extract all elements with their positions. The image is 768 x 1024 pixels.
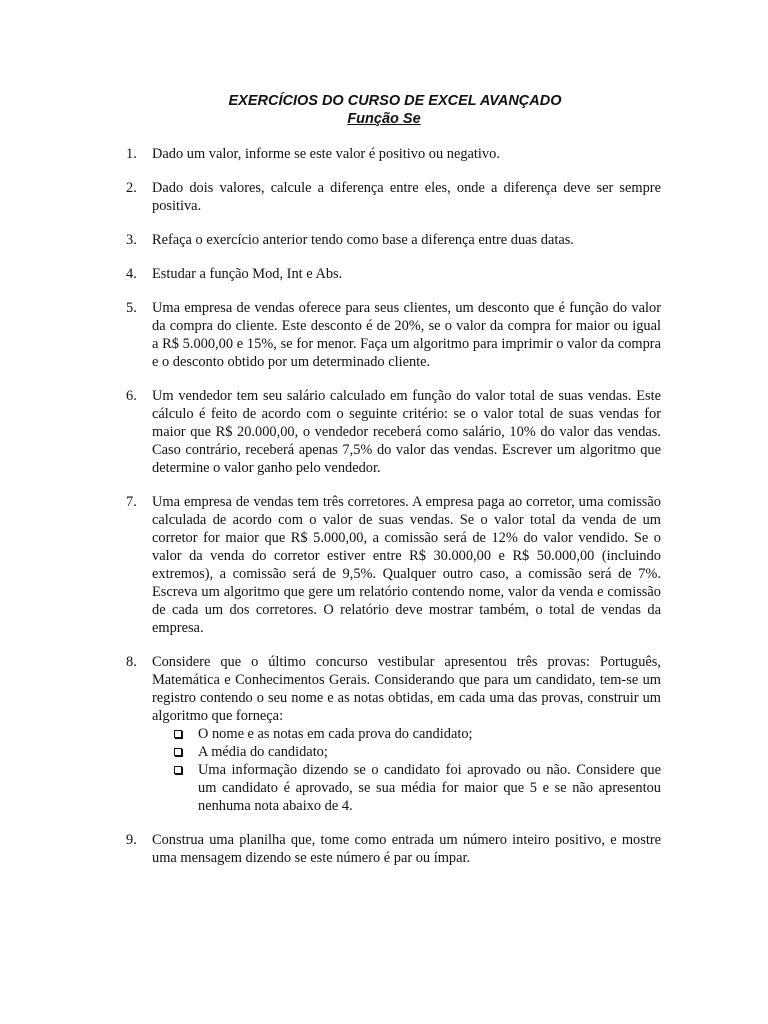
exercise-number: 5. bbox=[126, 300, 137, 316]
exercise-item bbox=[126, 299, 661, 371]
exercise-number: 4. bbox=[126, 266, 137, 282]
bullet-text: Uma informação dizendo se o candidato foi aprovado ou não. Considere que um candidato é aprovado, se sua média for maior que 5 e se não apresentou nenhuma nota abaixo de 4. bbox=[198, 762, 661, 814]
exercise-item bbox=[126, 265, 661, 283]
exercise-text: Dado dois valores, calcule a diferença entre eles, onde a diferença deve ser sempre positiva. bbox=[152, 180, 661, 214]
exercise-number: 6. bbox=[126, 388, 137, 404]
square-bullet-icon bbox=[174, 730, 182, 738]
bullet-item bbox=[174, 725, 661, 743]
exercise-item bbox=[126, 831, 661, 867]
exercise-text: Estudar a função Mod, Int e Abs. bbox=[152, 266, 343, 282]
exercise-number: 8. bbox=[126, 654, 137, 670]
exercise-number: 9. bbox=[126, 832, 137, 848]
exercise-text: Dado um valor, informe se este valor é positivo ou negativo. bbox=[152, 146, 500, 162]
exercise-number: 3. bbox=[126, 232, 137, 248]
exercise-text: Uma empresa de vendas tem três corretores. A empresa paga ao corretor, uma comissão calculada de acordo com o valor de suas vendas. Se o valor total da venda de um corretor for maior que R$ 5.000,00, a comissão será de 12% do valor vendido. Se o valor da venda do corretor estiver entre R$ 30.000,00 e R$ 50.000,00 (incluindo extremos), a comissão será de 9,5%. Qualquer outro caso, a comissão será de 7%. Escreva um algoritmo que gere um relatório contendo nome, valor da venda e comissão de cada um dos corretores. O relatório deve mostrar também, o total de vendas da empresa. bbox=[152, 494, 661, 636]
square-bullet-icon bbox=[174, 748, 182, 756]
exercise-text: Construa uma planilha que, tome como entrada um número inteiro positivo, e mostre uma mensagem dizendo se este número é par ou ímpar. bbox=[152, 832, 661, 866]
exercise-item bbox=[126, 231, 661, 249]
exercise-number: 1. bbox=[126, 146, 137, 162]
bullet-text: O nome e as notas em cada prova do candidato; bbox=[198, 726, 473, 742]
square-bullet-icon bbox=[174, 766, 182, 774]
document-subtitle: Função Se bbox=[347, 111, 421, 127]
bullet-item bbox=[174, 761, 661, 815]
document-title: EXERCÍCIOS DO CURSO DE EXCEL AVANÇADO bbox=[228, 93, 562, 109]
exercise-item bbox=[126, 179, 661, 215]
exercise-number: 2. bbox=[126, 180, 137, 196]
exercise-item bbox=[126, 145, 661, 163]
exercise-text: Refaça o exercício anterior tendo como base a diferença entre duas datas. bbox=[152, 232, 574, 248]
exercise-text: Considere que o último concurso vestibular apresentou três provas: Português, Matemática e Conhecimentos Gerais. Considerando que para um candidato, tem-se um registro contendo o seu nome e as notas obtidas, em cada uma das provas, construir um algoritmo que forneça: bbox=[152, 654, 661, 724]
bullet-text: A média do candidato; bbox=[198, 744, 328, 760]
exercise-item bbox=[126, 493, 661, 637]
bullet-item bbox=[174, 743, 661, 761]
exercise-text: Um vendedor tem seu salário calculado em função do valor total de suas vendas. Este cálculo é feito de acordo com o seguinte critério: se o valor total de suas vendas for maior que R$ 20.000,00, o vendedor receberá como salário, 10% do valor das vendas. Caso contrário, receberá apenas 7,5% do valor das vendas. Escrever um algoritmo que determine o valor ganho pelo vendedor. bbox=[152, 388, 661, 476]
exercise-text: Uma empresa de vendas oferece para seus clientes, um desconto que é função do valor da compra do cliente. Este desconto é de 20%, se o valor da compra for maior ou igual a R$ 5.000,00 e 15%, se for menor. Faça um algoritmo para imprimir o valor da compra e o desconto obtido por um determinado cliente. bbox=[152, 300, 661, 370]
bullet-list bbox=[152, 725, 661, 815]
exercise-item bbox=[126, 653, 661, 815]
exercise-item bbox=[126, 387, 661, 477]
exercise-list bbox=[126, 145, 661, 883]
exercise-number: 7. bbox=[126, 494, 137, 510]
